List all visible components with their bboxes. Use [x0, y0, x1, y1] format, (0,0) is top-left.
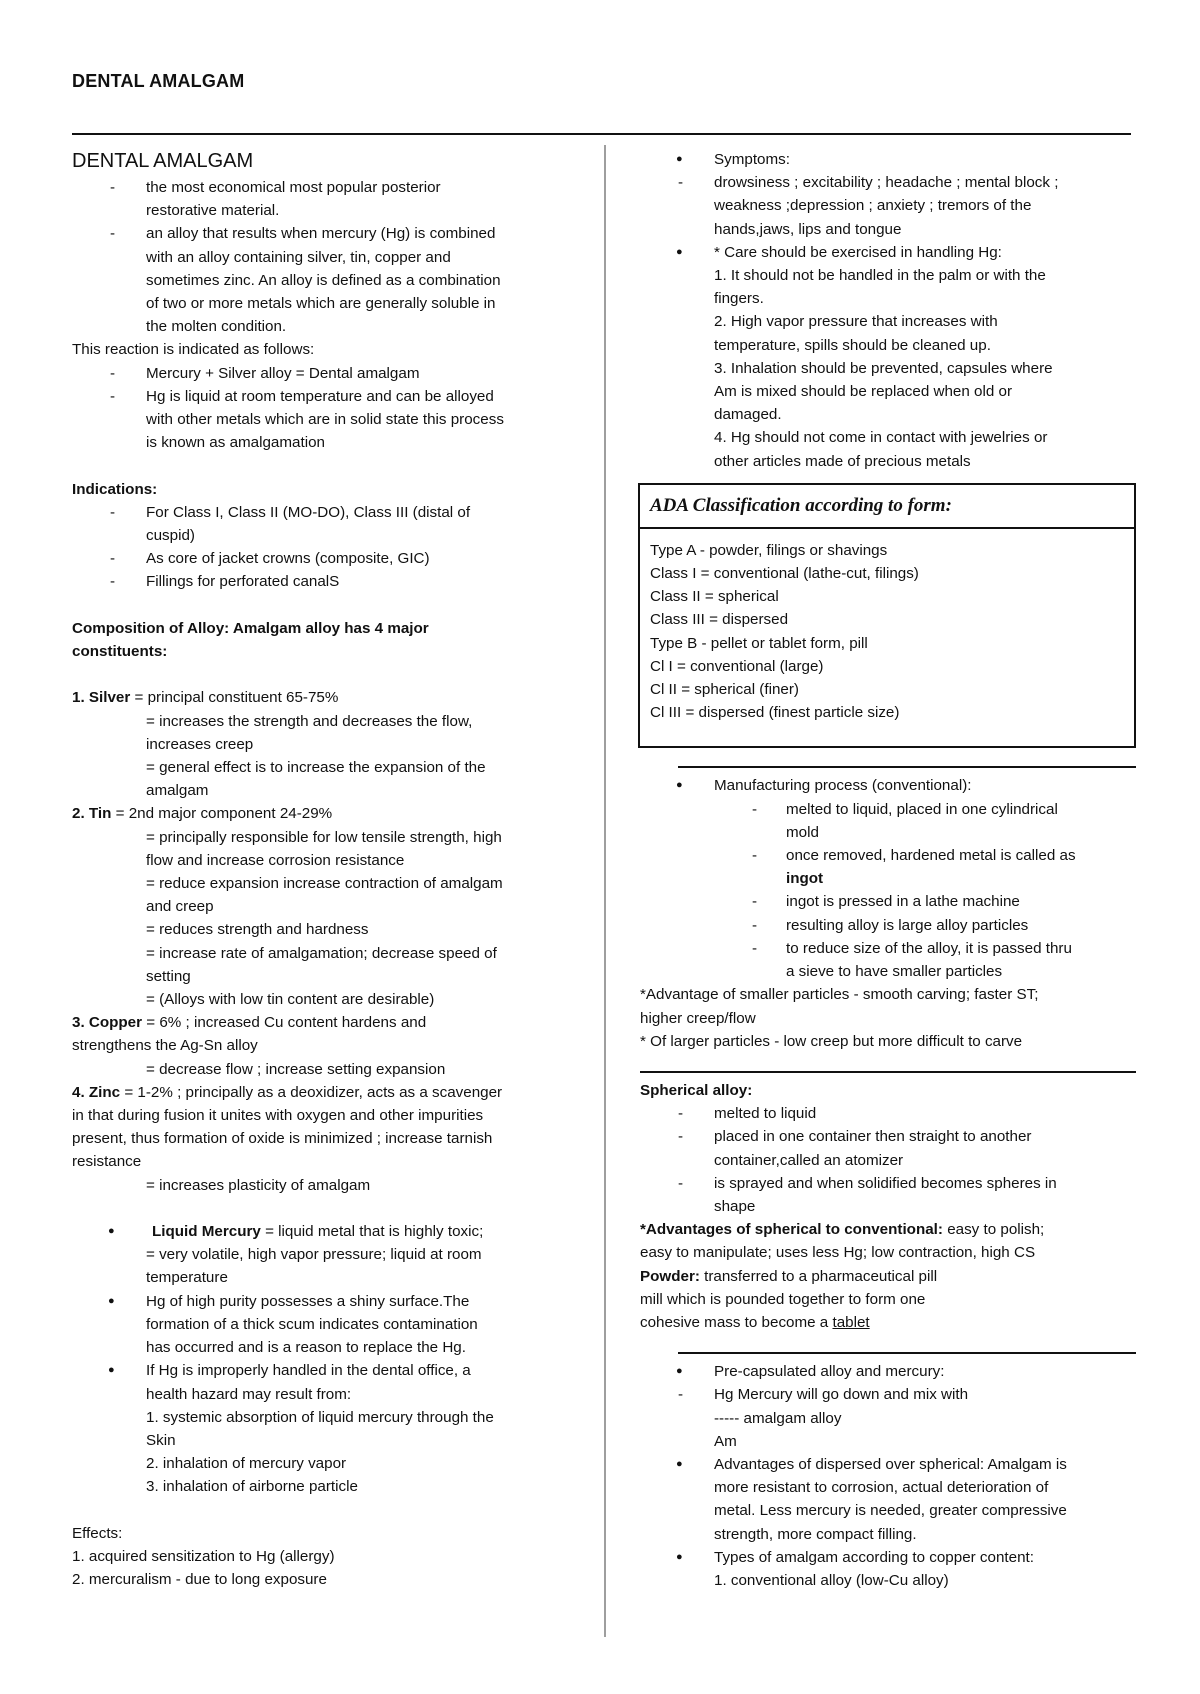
header-rule: [72, 133, 1131, 135]
list-item-cont: weakness ;depression ; anxiety ; tremors of the: [714, 197, 1032, 215]
care-line: damaged.: [714, 406, 782, 424]
list-item: - placed in one container then straight to another: [678, 1128, 1032, 1146]
care-line: temperature, spills should be cleaned up.: [714, 336, 991, 354]
effects-line: 2. mercuralism - due to long exposure: [72, 1571, 327, 1589]
silver-sub: amalgam: [146, 782, 209, 800]
list-item-cont: hands,jaws, lips and tongue: [714, 220, 902, 238]
list-item: - ingot is pressed in a lathe machine: [752, 893, 1020, 911]
tin-entry: 2. Tin = 2nd major component 24-29%: [72, 805, 333, 823]
mercury-cont: Skin: [146, 1431, 176, 1449]
mercury-bullet: ● Hg of high purity possesses a shiny surface.The: [108, 1292, 470, 1310]
list-item-cont: container,called an atomizer: [714, 1151, 904, 1169]
list-item-cont: ----- amalgam alloy: [714, 1409, 842, 1427]
manufacturing-note: higher creep/flow: [640, 1009, 756, 1027]
mercury-cont: 1. systemic absorption of liquid mercury through the: [146, 1408, 494, 1426]
powder-line: Powder: transferred to a pharmaceutical pill: [640, 1267, 938, 1285]
dispersed-cont: metal. Less mercury is needed, greater compressive: [714, 1502, 1067, 1520]
column-divider: [604, 145, 606, 1637]
spherical-advantages-cont: easy to manipulate; uses less Hg; low contraction, high CS: [640, 1244, 1036, 1262]
classification-line: Class II = spherical: [650, 588, 779, 606]
mercury-cont: 2. inhalation of mercury vapor: [146, 1455, 347, 1473]
manufacturing-note: *Advantage of smaller particles - smooth carving; faster ST;: [640, 986, 1039, 1004]
ada-classification-body: [640, 529, 1134, 747]
ada-classification-title: ADA Classification according to form:: [640, 485, 1134, 529]
copper-sub: = decrease flow ; increase setting expansion: [146, 1060, 446, 1078]
reaction-label: This reaction is indicated as follows:: [72, 341, 315, 359]
list-item: - melted to liquid, placed in one cylindrical: [752, 800, 1058, 818]
tin-sub: and creep: [146, 898, 214, 916]
list-item-cont: restorative material.: [146, 202, 280, 220]
tin-sub: flow and increase corrosion resistance: [146, 851, 405, 869]
dispersed-cont: more resistant to corrosion, actual deterioration of: [714, 1479, 1049, 1497]
zinc-sub: = increases plasticity of amalgam: [146, 1176, 371, 1194]
list-item: - to reduce size of the alloy, it is passed thru: [752, 939, 1072, 957]
mercury-cont: = very volatile, high vapor pressure; liquid at room: [146, 1246, 482, 1264]
silver-entry: 1. Silver = principal constituent 65-75%: [72, 689, 339, 707]
mercury-cont: 3. inhalation of airborne particle: [146, 1478, 358, 1496]
list-item: - melted to liquid: [678, 1105, 817, 1123]
care-line: 2. High vapor pressure that increases with: [714, 313, 998, 331]
list-item-cont: Am: [714, 1432, 737, 1450]
care-line: fingers.: [714, 290, 764, 308]
list-item: - Hg is liquid at room temperature and can be alloyed: [110, 387, 494, 405]
list-item: - As core of jacket crowns (composite, GIC): [110, 550, 430, 568]
list-item-cont: mold: [786, 823, 819, 841]
tin-sub: = principally responsible for low tensile strength, high: [146, 828, 502, 846]
page-header-title: DENTAL AMALGAM: [72, 71, 245, 91]
copper-entry: 3. Copper = 6% ; increased Cu content hardens and: [72, 1014, 427, 1032]
powder-last: cohesive mass to become a tablet: [640, 1313, 870, 1331]
section-rule: [678, 766, 1136, 768]
care-bullet: ● * Care should be exercised in handling Hg:: [676, 243, 1002, 261]
care-line: 1. It should not be handled in the palm or with the: [714, 267, 1046, 285]
list-item: - For Class I, Class II (MO-DO), Class III (distal of: [110, 503, 471, 521]
section-rule: [678, 1352, 1136, 1354]
silver-sub: = increases the strength and decreases the flow,: [146, 712, 473, 730]
list-item: - is sprayed and when solidified becomes spheres in: [678, 1174, 1057, 1192]
list-item: - Hg Mercury will go down and mix with: [678, 1386, 969, 1404]
mercury-cont: temperature: [146, 1269, 228, 1287]
zinc-cont: present, thus formation of oxide is minimized ; increase tarnish: [72, 1130, 493, 1148]
zinc-cont: resistance: [72, 1153, 142, 1171]
section-rule: [640, 1071, 1136, 1073]
list-item: - Fillings for perforated canalS: [110, 573, 340, 591]
list-item: - drowsiness ; excitability ; headache ; mental block ;: [678, 174, 1059, 192]
zinc-cont: in that during fusion it unites with oxygen and other impurities: [72, 1107, 484, 1125]
list-item: - Mercury + Silver alloy = Dental amalgam: [110, 364, 420, 382]
mercury-cont: formation of a thick scum indicates contamination: [146, 1315, 478, 1333]
mercury-cont: health hazard may result from:: [146, 1385, 352, 1403]
list-item-cont: the molten condition.: [146, 318, 287, 336]
care-line: 3. Inhalation should be prevented, capsules where: [714, 359, 1053, 377]
indications-heading: Indications:: [72, 480, 158, 498]
care-line: 4. Hg should not come in contact with jewelries or: [714, 429, 1048, 447]
tin-sub: = reduce expansion increase contraction of amalgam: [146, 875, 503, 893]
list-item: - resulting alloy is large alloy particles: [752, 916, 1029, 934]
spherical-heading: Spherical alloy:: [640, 1081, 753, 1099]
silver-sub: = general effect is to increase the expansion of the: [146, 759, 486, 777]
list-item-cont: shape: [714, 1197, 756, 1215]
mercury-bullet: ● Liquid Mercury = liquid metal that is highly toxic;: [108, 1223, 484, 1241]
classification-line: Cl II = spherical (finer): [650, 681, 799, 699]
classification-line: Class III = dispersed: [650, 611, 789, 629]
classification-line: Type B - pellet or tablet form, pill: [650, 634, 868, 652]
classification-line: Cl III = dispersed (finest particle size): [650, 704, 900, 722]
list-item-cont: a sieve to have smaller particles: [786, 963, 1003, 981]
tin-sub: = (Alloys with low tin content are desirable): [146, 991, 435, 1009]
care-line: other articles made of precious metals: [714, 452, 971, 470]
mercury-bullet: ● If Hg is improperly handled in the dental office, a: [108, 1362, 471, 1380]
ada-classification-box: [638, 483, 1136, 749]
manufacturing-bullet: ● Manufacturing process (conventional):: [676, 777, 972, 795]
silver-sub: increases creep: [146, 735, 254, 753]
powder-cont: mill which is pounded together to form one: [640, 1290, 926, 1308]
copper-types-cont: 1. conventional alloy (low-Cu alloy): [714, 1571, 949, 1589]
left-column: [72, 148, 572, 1591]
list-item-cont: with other metals which are in solid state this process: [146, 411, 504, 429]
composition-heading: Composition of Alloy: Amalgam alloy has 4 major: [72, 619, 429, 637]
copper-cont: strengthens the Ag-Sn alloy: [72, 1037, 258, 1055]
tin-sub: = reduces strength and hardness: [146, 921, 369, 939]
manufacturing-note: * Of larger particles - low creep but more difficult to carve: [640, 1032, 1023, 1050]
list-item-cont: with an alloy containing silver, tin, copper and: [146, 248, 451, 266]
list-item-cont: cuspid): [146, 527, 195, 545]
tin-sub: setting: [146, 967, 191, 985]
list-item-cont: ingot: [786, 870, 824, 888]
symptoms-bullet: ● Symptoms:: [676, 151, 790, 168]
care-line: Am is mixed should be replaced when old or: [714, 383, 1013, 401]
list-item: - the most economical most popular posterior: [110, 179, 441, 196]
spherical-advantages: *Advantages of spherical to conventional: easy to polish;: [640, 1221, 1045, 1239]
tin-sub: = increase rate of amalgamation; decrease speed of: [146, 944, 497, 962]
effects-heading: Effects:: [72, 1524, 123, 1542]
precap-bullet: ● Pre-capsulated alloy and mercury:: [676, 1363, 945, 1381]
classification-line: Type A - powder, filings or shavings: [650, 541, 888, 559]
list-item-cont: of two or more metals which are generally soluble in: [146, 295, 496, 313]
list-item-cont: sometimes zinc. An alloy is defined as a combination: [146, 271, 501, 289]
dispersed-cont: strength, more compact filling.: [714, 1525, 917, 1543]
composition-heading-cont: constituents:: [72, 643, 168, 661]
list-item: - an alloy that results when mercury (Hg) is combined: [110, 225, 496, 243]
effects-line: 1. acquired sensitization to Hg (allergy): [72, 1547, 335, 1565]
classification-line: Class I = conventional (lathe-cut, filings): [650, 565, 919, 583]
zinc-entry: 4. Zinc = 1-2% ; principally as a deoxidizer, acts as a scavenger: [72, 1083, 503, 1101]
right-column: [640, 148, 1132, 1592]
dispersed-bullet: ● Advantages of dispersed over spherical: Amalgam is: [676, 1455, 1067, 1473]
list-item-cont: is known as amalgamation: [146, 434, 325, 452]
mercury-cont: has occurred and is a reason to replace the Hg.: [146, 1339, 466, 1357]
list-item: - once removed, hardened metal is called as: [752, 847, 1076, 865]
copper-types-bullet: ● Types of amalgam according to copper content:: [676, 1548, 1034, 1566]
classification-line: Cl I = conventional (large): [650, 657, 824, 675]
section-title: DENTAL AMALGAM: [72, 150, 254, 172]
